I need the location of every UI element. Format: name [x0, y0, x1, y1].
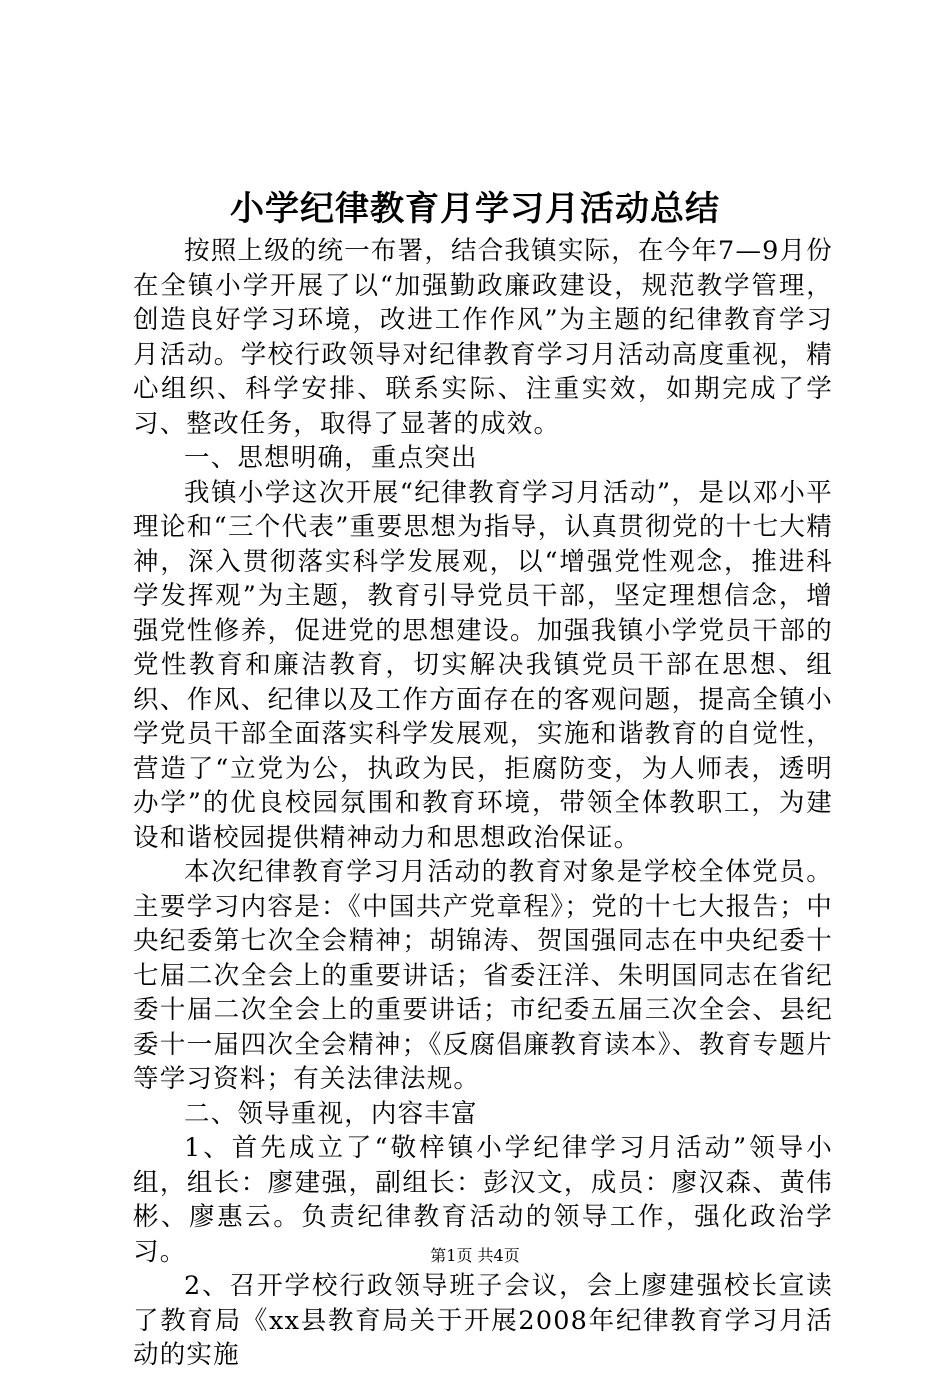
- section-1-paragraph-1: 我镇小学这次开展“纪律教育学习月活动”，是以邓小平理论和“三个代表”重要思想为指导，认真贯彻党的十七大精神，深入贯彻落实科学发展观，以“增强党性观念，推进科学发挥观”为主题，教育引导党员干部，坚定理想信念，增强党性修养，促进党的思想建设。加强我镇小学党员干部的党性教育和廉洁教育，切实解决我镇党员干部在思想、组织、作风、纪律以及工作方面存在的客观问题，提高全镇小学党员干部全面落实科学发展观，实施和谐教育的自觉性，营造了“立党为公，执政为民，拒腐防变，为人师表，透明办学”的优良校园氛围和教育环境，带领全体教职工，为建设和谐校园提供精神动力和思想政治保证。: [133, 477, 833, 853]
- section-1-paragraph-2: 本次纪律教育学习月活动的教育对象是学校全体党员。主要学习内容是：《中国共产党章程》；党的十七大报告；中央纪委第七次全会精神；胡锦涛、贺国强同志在中央纪委十七届二次全会上的重要讲话；省委汪洋、朱明国同志在省纪委十届二次全会上的重要讲话；市纪委五届三次全会、县纪委十一届四次全会精神；《反腐倡廉教育读本》、教育专题片等学习资料；有关法律法规。: [133, 857, 833, 1094]
- section-heading-2: 二、领导重视，内容丰富: [184, 1098, 478, 1129]
- document-body: [133, 234, 833, 1373]
- section-2-item-1: 1、首先成立了“敬梓镇小学纪律学习月活动”领导小组，组长：廖建强，副组长：彭汉文，成员：廖汉森、黄伟彬、廖惠云。负责纪律教育活动的领导工作，强化政治学习。: [133, 1133, 833, 1267]
- page-footer: 第1页 共4页: [430, 1246, 520, 1265]
- document-title: 小学纪律教育月学习月活动总结: [230, 189, 720, 229]
- section-heading-1: 一、思想明确，重点突出: [184, 443, 478, 473]
- section-2-item-2: 2、召开学校行政领导班子会议，会上廖建强校长宣读了教育局《xx县教育局关于开展2008年纪律教育学习月活动的实施: [133, 1271, 833, 1370]
- intro-paragraph: 按照上级的统一布署，结合我镇实际，在今年7—9月份在全镇小学开展了以“加强勤政廉政建设，规范教学管理，创造良好学习环境，改进工作作风”为主题的纪律教育学习月活动。学校行政领导对纪律教育学习月活动高度重视，精心组织、科学安排、联系实际、注重实效，如期完成了学习、整改任务，取得了显著的成效。: [133, 236, 833, 439]
